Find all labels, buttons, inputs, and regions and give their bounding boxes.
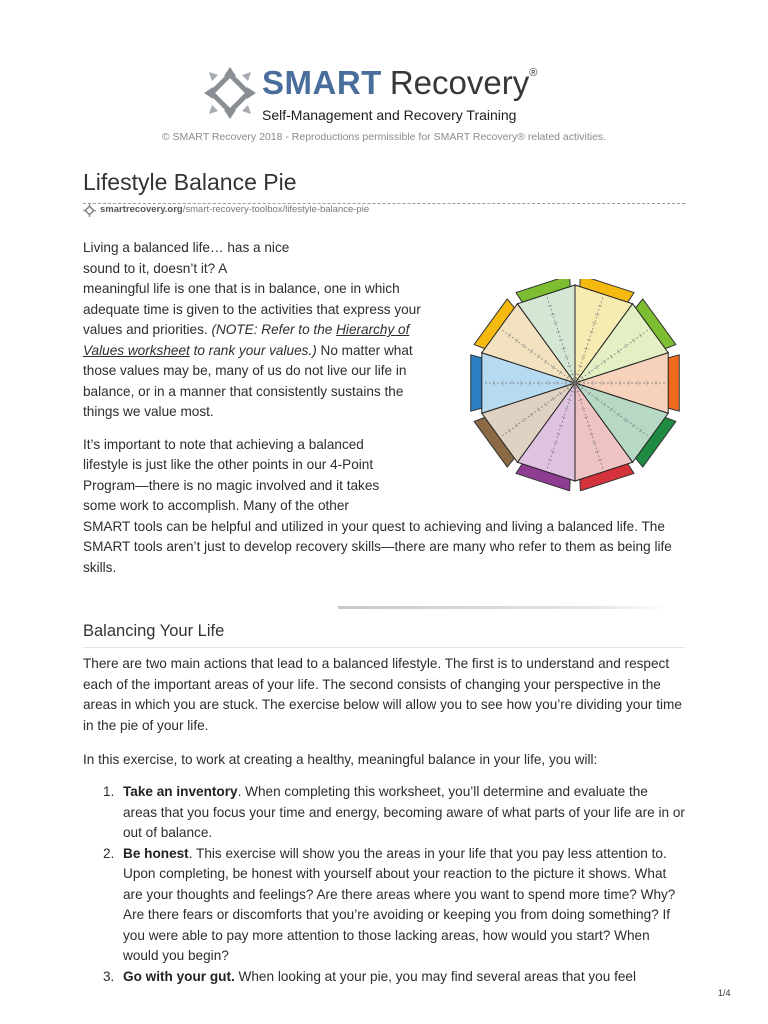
brand-logo bbox=[262, 66, 537, 99]
hierarchy-of-values-link[interactable]: Hierarchy of Values worksheet bbox=[83, 322, 410, 358]
source-url-line bbox=[83, 203, 685, 217]
intro-paragraph-2-continued: SMART tools can be helpful and utilized in your quest to achieving and living a balanced life. The SMART tools aren’t just to develop recovery skills—there are many who refer to them as being life skills. bbox=[83, 518, 672, 575]
registered-mark: ® bbox=[529, 67, 538, 79]
section-heading: Balancing Your Life bbox=[83, 622, 225, 640]
page-title: Lifestyle Balance Pie bbox=[83, 169, 297, 195]
list-item: 1. Take an inventory. When completing this worksheet, you’ll determine and evaluate the areas that you focus your time and energy, becoming aware of what parts of your life are in or out of balance. bbox=[103, 784, 685, 840]
brand-smart: SMART bbox=[262, 64, 382, 101]
section-paragraph-2: In this exercise, to work at creating a healthy, meaningful balance in your life, you will: bbox=[83, 752, 598, 767]
copyright-notice: © SMART Recovery 2018 - Reproductions permissible for SMART Recovery® related activities. bbox=[161, 131, 607, 143]
lifestyle-balance-pie-graphic bbox=[464, 279, 686, 491]
intro-paragraph-1: Living a balanced life… has a nice sound to it, doesn’t it? A meaningful life is one that is in balance, one in which adequate time is given to the activities that express your values and priorities. (NOTE: Refer to the Hierarchy of Values worksheet to rank your values.) No matter what those values may be, many of us do not live our life in balance, or in a manner that consistently sustains the things we value most. bbox=[83, 240, 421, 419]
page-number: 1/4 bbox=[718, 988, 731, 998]
steps-list bbox=[83, 782, 685, 987]
brand-recovery: Recovery bbox=[389, 64, 530, 101]
section-separator bbox=[338, 606, 668, 609]
list-item: 3. Go with your gut. When looking at your pie, you may find several areas that you feel bbox=[103, 968, 637, 984]
source-url[interactable]: smartrecovery.org/smart-recovery-toolbox/lifestyle-balance-pie bbox=[100, 204, 370, 215]
smart-recovery-favicon-icon bbox=[83, 204, 96, 217]
section-rule bbox=[83, 647, 685, 648]
intro-paragraph-2: It’s important to note that achieving a balanced lifestyle is just like the other points in our 4-Point Program—there is no magic involved and it takes some work to accomplish. Many of the other bbox=[83, 436, 380, 513]
list-item: 2. Be honest. This exercise will show you the areas in your life that you pay less attention to. Upon completing, be honest with yourself about your reaction to the picture it shows. What are your thoughts and feelings? Are there areas where you want to spend more time? Why? Are there fears or discomforts that you’re avoiding or keeping you from doing something? If you were able to pay more attention to those lacking areas, how would you start? When would you begin? bbox=[103, 845, 676, 963]
smart-recovery-logo-icon bbox=[203, 66, 257, 120]
tagline: Self-Management and Recovery Training bbox=[262, 107, 517, 123]
section-paragraph-1: There are two main actions that lead to a balanced lifestyle. The first is to understand and respect each of the important areas of your life. The second consists of changing your perspective in the areas in which you are stuck. The exercise below will allow you to see how you’re dividing your time in the pie of your life. bbox=[83, 656, 682, 733]
